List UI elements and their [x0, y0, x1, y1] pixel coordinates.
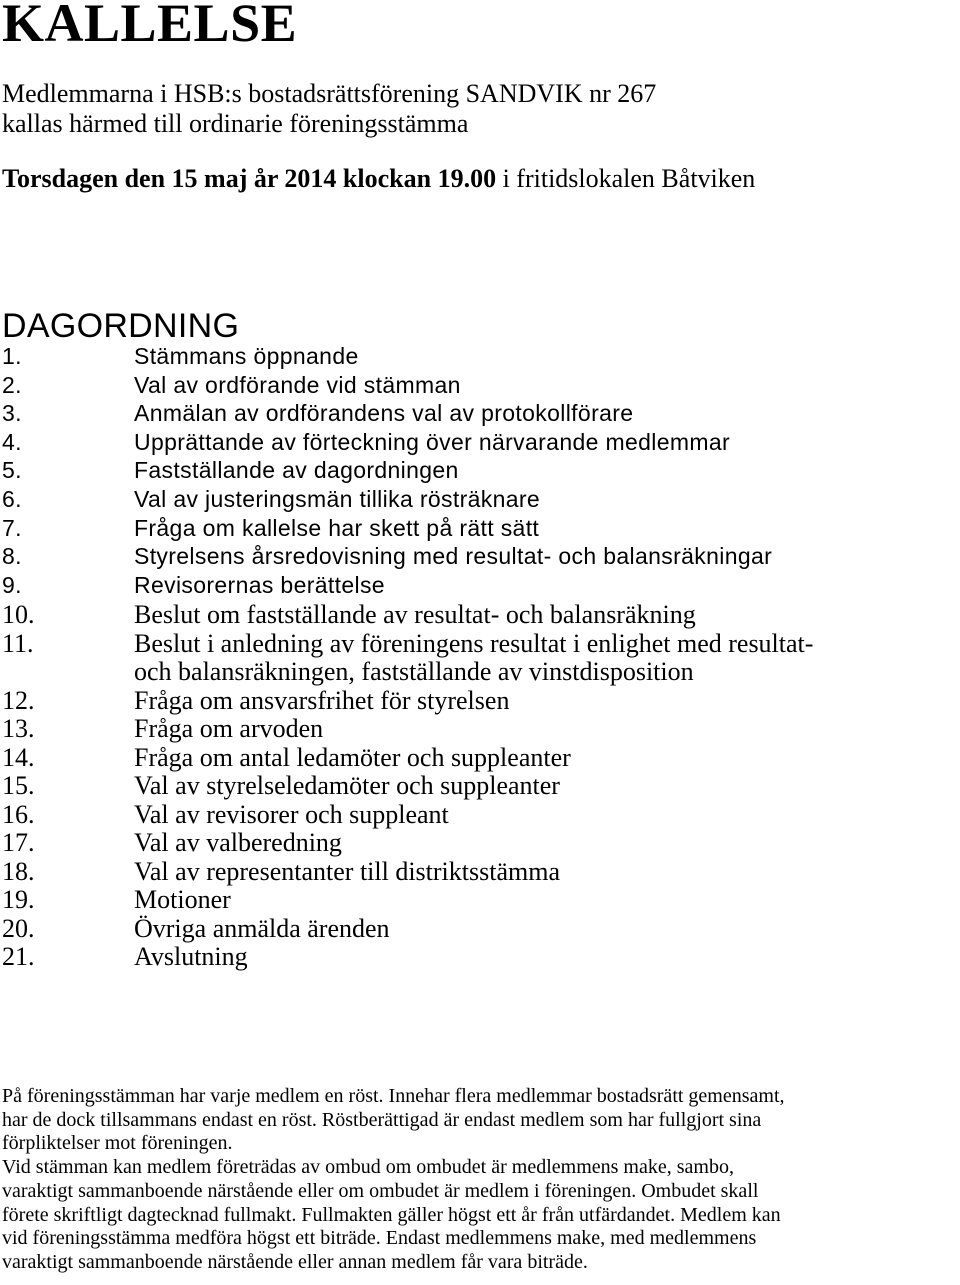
agenda-item [2, 630, 813, 687]
agenda-item [2, 371, 772, 400]
agenda-item-text: Fråga om ansvarsfrihet för styrelsen [134, 685, 510, 715]
agenda-item [2, 485, 772, 514]
agenda-item-number: 1. [2, 343, 22, 369]
agenda-item-text: Beslut om fastställande av resultat- och balansräkning [134, 600, 696, 629]
agenda-item-text: Fråga om arvoden [134, 714, 324, 743]
agenda-item [2, 915, 813, 944]
agenda-item-text: Stämmans öppnande [134, 343, 359, 369]
agenda-item-text: Val av justeringsmän tillika rösträknare [134, 485, 541, 512]
agenda-item [2, 943, 813, 972]
document-title: KALLELSE [2, 0, 298, 53]
agenda-item [2, 886, 813, 915]
agenda-list-part-2 [2, 601, 813, 972]
agenda-item-text: Val av representanter till distriktsstämma [134, 856, 560, 886]
agenda-item-text: Övriga anmälda ärenden [134, 913, 390, 943]
agenda-item-text: Anmälan av ordförandens val av protokollförare [134, 400, 634, 427]
agenda-item [2, 514, 772, 543]
agenda-item-number: 5. [2, 457, 22, 484]
agenda-item-text [134, 630, 813, 687]
agenda-item-number: 12. [2, 685, 35, 715]
agenda-item-number: 10. [2, 600, 35, 629]
agenda-list-part-1 [2, 342, 772, 599]
notice-line: förete skriftligt dagtecknad fullmakt. Fullmakten gäller högst ett år från utfärdandet. Medlem kan [2, 1203, 781, 1226]
agenda-item [2, 715, 813, 744]
agenda-item-number: 7. [2, 514, 22, 541]
notice-line: har de dock tillsammans endast en röst. Röstberättigad är endast medlem som har fullgjort sina [2, 1108, 762, 1131]
meeting-info [2, 163, 755, 194]
agenda-item-text: Val av styrelseledamöter och suppleanter [134, 771, 560, 800]
notice-line: Vid stämman kan medlem företrädas av ombud om ombudet är medlemmens make, sambo, [2, 1156, 734, 1179]
agenda-item [2, 744, 813, 773]
notice-line: På föreningsstämman har varje medlem en röst. Innehar flera medlemmar bostadsrätt gemensamt, [2, 1085, 785, 1107]
notice-line: varaktigt sammanboende närstående eller om ombudet är medlem i föreningen. Ombudet skall [2, 1179, 759, 1202]
notice-line: förpliktelser mot föreningen. [2, 1132, 233, 1155]
agenda-item-number: 6. [2, 485, 22, 512]
agenda-item-number: 16. [2, 799, 35, 829]
intro-line-1: Medlemmarna i HSB:s bostadsrättsförening SANDVIK nr 267 [2, 79, 657, 108]
agenda-item-text: Avslutning [134, 942, 248, 971]
agenda-item-text: Motioner [134, 885, 231, 914]
agenda-item [2, 456, 772, 485]
meeting-location: i fritidslokalen Båtviken [496, 164, 756, 193]
agenda-item-text: Revisorernas berättelse [134, 571, 385, 598]
agenda-item-text: Fastställande av dagordningen [134, 457, 459, 484]
agenda-item-number: 17. [2, 828, 35, 857]
agenda-item-text: Val av ordförande vid stämman [134, 371, 461, 398]
agenda-item [2, 399, 772, 428]
agenda-item-number: 2. [2, 371, 22, 398]
agenda-item [2, 829, 813, 858]
agenda-item [2, 772, 813, 801]
agenda-item [2, 571, 772, 600]
agenda-item-text-line-2: och balansräkningen, fastställande av vinstdisposition [134, 657, 694, 686]
agenda-heading: DAGORDNING [2, 307, 240, 345]
agenda-item-number: 19. [2, 885, 35, 914]
agenda-item-text: Fråga om antal ledamöter och suppleanter [134, 742, 571, 772]
agenda-item-number: 15. [2, 771, 35, 800]
agenda-item-number: 18. [2, 856, 35, 886]
agenda-item-text: Fråga om kallelse har skett på rätt sätt [134, 514, 540, 541]
agenda-item-text: Styrelsens årsredovisning med resultat- och balansräkningar [134, 543, 773, 570]
agenda-item-text: Upprättande av förteckning över närvarande medlemmar [134, 428, 731, 455]
agenda-item-text-line-1: Beslut i anledning av föreningens resultat i enlighet med resultat- [134, 628, 814, 658]
agenda-item [2, 687, 813, 716]
agenda-item-number: 4. [2, 428, 22, 455]
agenda-item [2, 428, 772, 457]
intro-line-2: kallas härmed till ordinarie föreningsstämma [2, 109, 469, 138]
agenda-item [2, 858, 813, 887]
agenda-item-number: 8. [2, 543, 22, 570]
agenda-item-number: 3. [2, 400, 22, 427]
notice-line: vid föreningsstämma medföra högst ett biträde. Endast medlemmens make, med medlemmens [2, 1227, 757, 1250]
meeting-date-time: Torsdagen den 15 maj år 2014 klockan 19.00 [2, 164, 497, 193]
agenda-item [2, 601, 813, 630]
agenda-item [2, 801, 813, 830]
voting-rules-notice [2, 1085, 960, 1275]
agenda-item [2, 542, 772, 571]
agenda-item-number: 13. [2, 714, 35, 743]
agenda-item-text: Val av valberedning [134, 828, 342, 857]
agenda-item-text: Val av revisorer och suppleant [134, 799, 449, 829]
agenda-item-number: 20. [2, 913, 35, 943]
agenda-item-number: 21. [2, 942, 35, 971]
notice-line: varaktigt sammanboende närstående eller annan medlem får vara biträde. [2, 1250, 588, 1273]
agenda-item-number: 14. [2, 742, 35, 772]
agenda-item [2, 342, 772, 371]
agenda-item-number: 11. [2, 628, 34, 658]
agenda-item-number: 9. [2, 571, 22, 598]
